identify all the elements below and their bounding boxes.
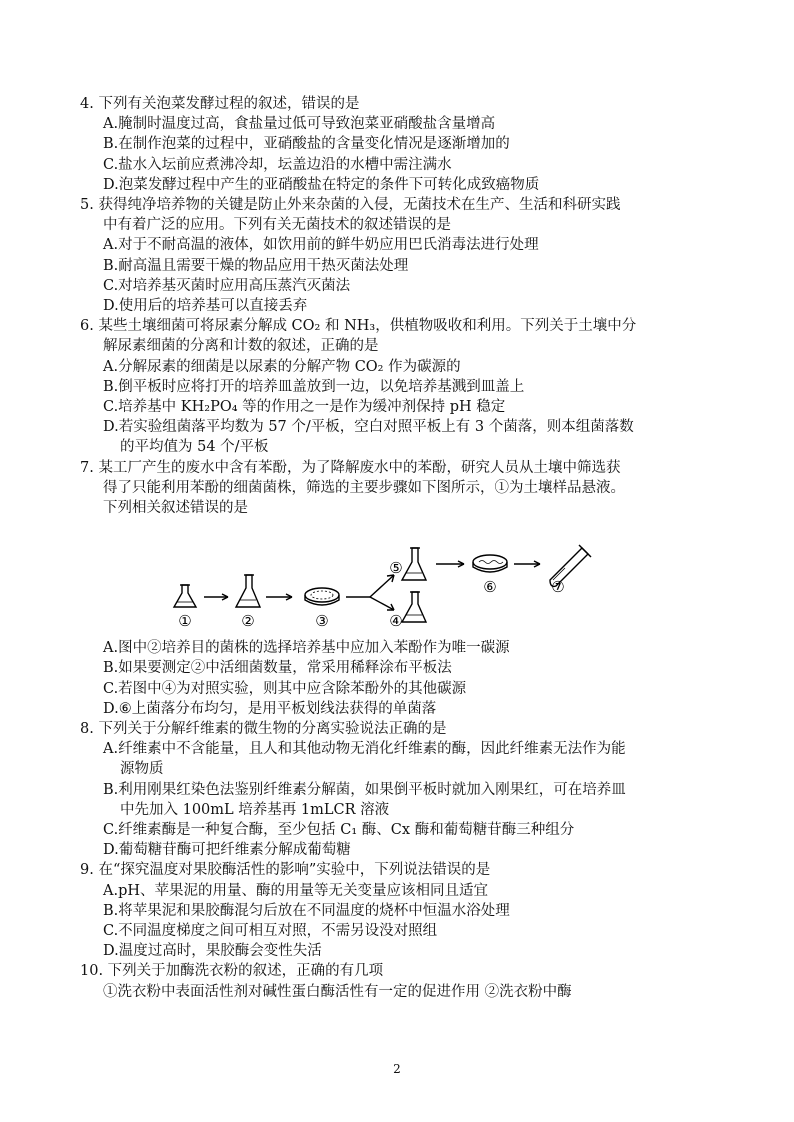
answer-option: 中先加入 100mL 培养基再 1mLCR 溶液 bbox=[120, 801, 390, 818]
figure-label-7: ⑦ bbox=[551, 578, 565, 596]
question-stem: 6. 某些土壤细菌可将尿素分解成 CO₂ 和 NH₃，供植物吸收和利用。下列关于土壤中分 bbox=[80, 318, 637, 335]
flask-5-icon bbox=[402, 548, 426, 580]
figure-label-5: ⑤ bbox=[389, 559, 403, 577]
answer-option: ①洗衣粉中表面活性剂对碱性蛋白酶活性有一定的促进作用 ②洗衣粉中酶 bbox=[103, 983, 572, 1000]
flask-2-icon bbox=[236, 575, 260, 607]
question-stem: 5. 获得纯净培养物的关键是防止外来杂菌的入侵，无菌技术在生产、生活和科研实践 bbox=[80, 197, 621, 213]
flask-1-icon bbox=[174, 585, 196, 607]
answer-option: A.纤维素中不含能量，且人和其他动物无消化纤维素的酶，因此纤维素无法作为能 bbox=[103, 741, 626, 758]
arrow-icon bbox=[514, 561, 540, 567]
answer-option: D.⑥上菌落分布均匀，是用平板划线法获得的单菌落 bbox=[103, 700, 437, 717]
answer-option: B.在制作泡菜的过程中，亚硝酸盐的含量变化情况是逐渐增加的 bbox=[103, 136, 510, 153]
answer-option: 源物质 bbox=[120, 761, 164, 778]
arrow-icon bbox=[266, 594, 292, 600]
answer-option: 的平均值为 54 个/平板 bbox=[120, 439, 269, 456]
answer-option: B.耐高温且需要干燥的物品应用干热灭菌法处理 bbox=[103, 257, 409, 274]
answer-option: D.若实验组菌落平均数为 57 个/平板，空白对照平板上有 3 个菌落，则本组菌落数 bbox=[103, 419, 634, 436]
arrow-icon bbox=[436, 561, 464, 567]
answer-option: D.使用后的培养基可以直接丢弃 bbox=[103, 298, 308, 314]
answer-option: D.温度过高时，果胶酶会变性失活 bbox=[103, 943, 322, 960]
question-stem: 10. 下列关于加酶洗衣粉的叙述，正确的有几项 bbox=[80, 963, 384, 980]
question-stem: 8. 下列关于分解纤维素的微生物的分离实验说法正确的是 bbox=[80, 721, 447, 737]
figure-label-6: ⑥ bbox=[483, 578, 497, 596]
answer-option: D.泡菜发酵过程中产生的亚硝酸盐在特定的条件下可转化成致癌物质 bbox=[103, 176, 540, 193]
question-stem: 得了只能利用苯酚的细菌菌株，筛选的主要步骤如下图所示，①为土壤样品悬液。 bbox=[103, 479, 625, 496]
answer-option: A.腌制时温度过高，食盐量过低可导致泡菜亚硝酸盐含量增高 bbox=[103, 116, 496, 133]
answer-option: C.对培养基灭菌时应用高压蒸汽灭菌法 bbox=[103, 277, 351, 294]
question-stem: 9. 在“探究温度对果胶酶活性的影响”实验中，下列说法错误的是 bbox=[80, 862, 491, 879]
answer-option: C.若图中④为对照实验，则其中应含除苯酚外的其他碳源 bbox=[103, 680, 467, 697]
figure-label-3: ③ bbox=[315, 612, 329, 630]
petri-dish-3-icon bbox=[305, 588, 339, 605]
question-stem: 中有着广泛的应用。下列有关无菌技术的叙述错误的是 bbox=[103, 217, 451, 234]
figure-label-4: ④ bbox=[389, 612, 403, 630]
question-stem: 7. 某工厂产生的废水中含有苯酚，为了降解废水中的苯酚，研究人员从土壤中筛选获 bbox=[80, 459, 621, 476]
page-number: 2 bbox=[393, 1062, 401, 1076]
answer-option: A.对于不耐高温的液体，如饮用前的鲜牛奶应用巴氏消毒法进行处理 bbox=[103, 237, 539, 254]
answer-option: A.图中②培养目的菌株的选择培养基中应加入苯酚作为唯一碳源 bbox=[103, 640, 510, 657]
question-stem: 解尿素细菌的分离和计数的叙述，正确的是 bbox=[103, 338, 379, 355]
answer-option: C.不同温度梯度之间可相互对照，不需另设没对照组 bbox=[103, 923, 438, 939]
figure-label-1: ① bbox=[178, 612, 192, 630]
branch-arrows-icon bbox=[346, 575, 394, 610]
petri-dish-6-icon bbox=[473, 555, 507, 572]
answer-option: B.如果要测定②中活细菌数量，常采用稀释涂布平板法 bbox=[103, 660, 452, 677]
answer-option: A.pH、苹果泥的用量、酶的用量等无关变量应该相同且适宜 bbox=[103, 882, 489, 899]
arrow-icon bbox=[204, 594, 228, 600]
answer-option: C.盐水入坛前应煮沸冷却，坛盖边沿的水槽中需注满水 bbox=[103, 156, 452, 173]
screening-procedure-figure bbox=[160, 540, 620, 645]
question-stem: 4. 下列有关泡菜发酵过程的叙述，错误的是 bbox=[80, 96, 360, 112]
answer-option: D.葡萄糖苷酶可把纤维素分解成葡萄糖 bbox=[103, 842, 351, 859]
answer-option: B.利用刚果红染色法鉴别纤维素分解菌，如果倒平板时就加入刚果红，可在培养皿 bbox=[103, 781, 626, 798]
flask-4-icon bbox=[402, 592, 426, 622]
answer-option: C.培养基中 KH₂PO₄ 等的作用之一是作为缓冲剂保持 pH 稳定 bbox=[103, 399, 506, 415]
answer-option: B.将苹果泥和果胶酶混匀后放在不同温度的烧杯中恒温水浴处理 bbox=[103, 902, 510, 919]
question-stem: 下列相关叙述错误的是 bbox=[103, 500, 248, 516]
answer-option: B.倒平板时应将打开的培养皿盖放到一边，以免培养基溅到皿盖上 bbox=[103, 378, 525, 395]
figure-label-2: ② bbox=[241, 612, 255, 630]
answer-option: C.纤维素酶是一种复合酶，至少包括 C₁ 酶、Cx 酶和葡萄糖苷酶三种组分 bbox=[103, 822, 575, 838]
answer-option: A.分解尿素的细菌是以尿素的分解产物 CO₂ 作为碳源的 bbox=[103, 358, 461, 375]
